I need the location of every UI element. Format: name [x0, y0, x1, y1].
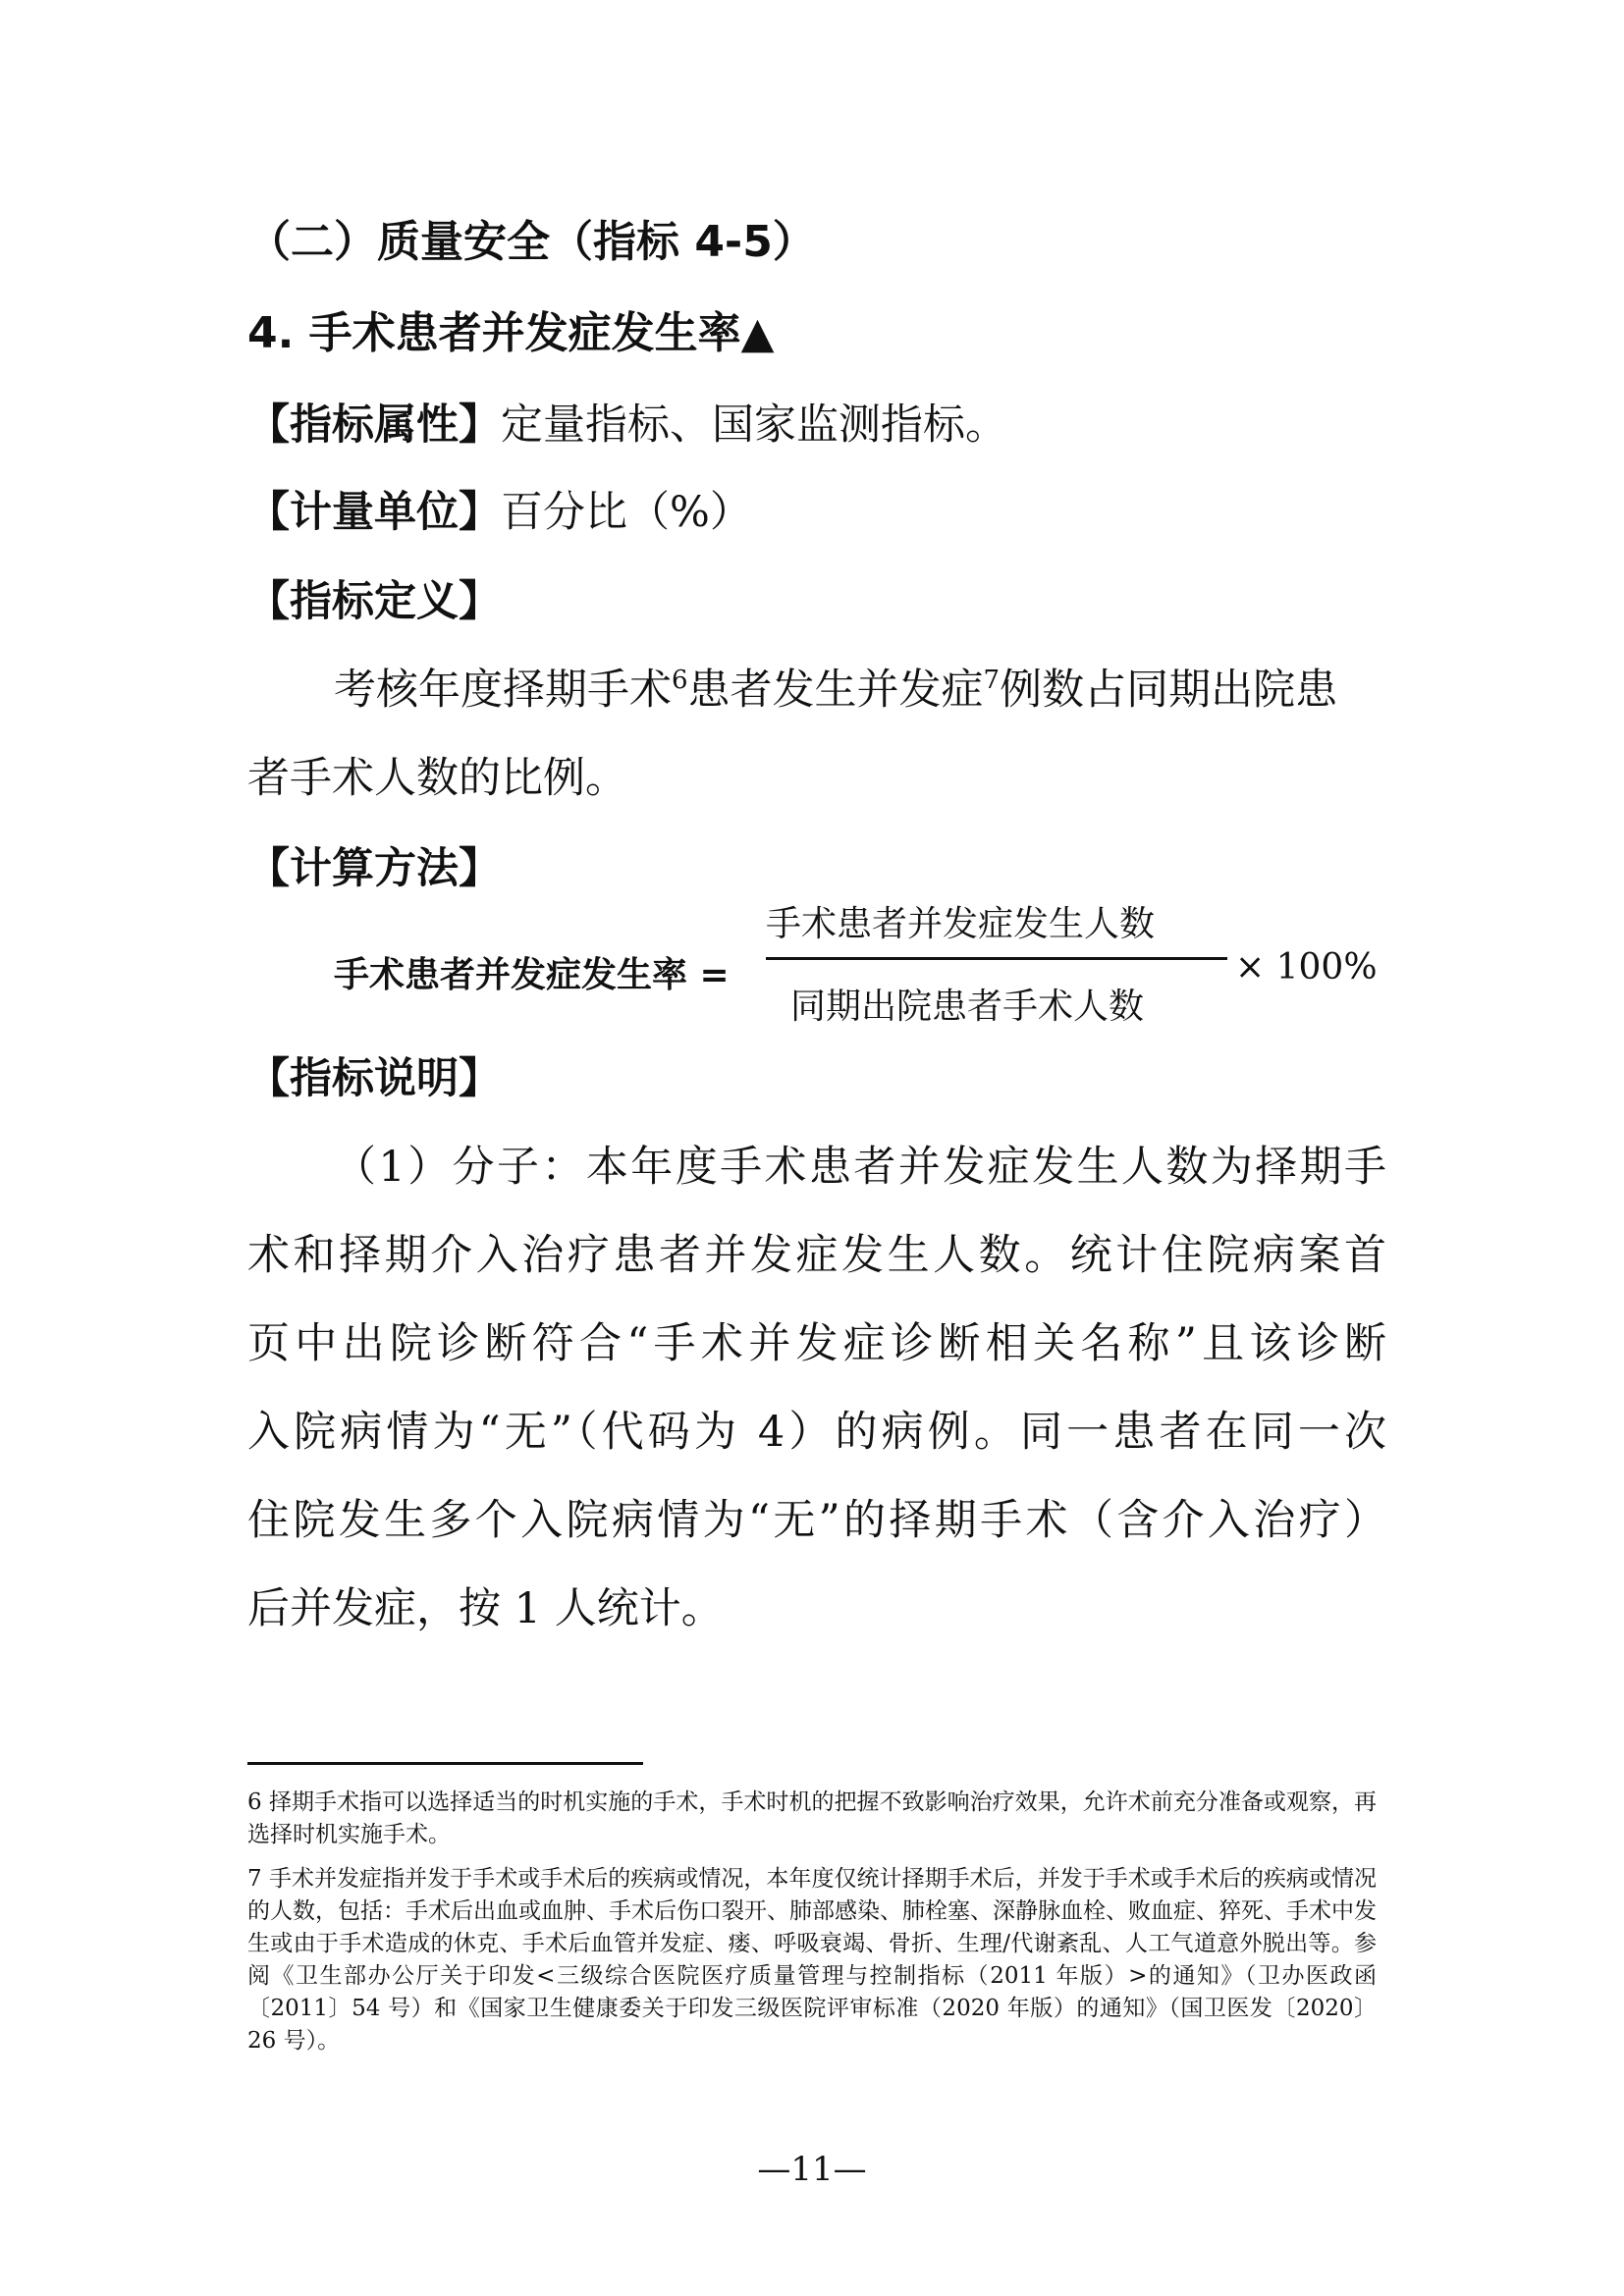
- definition-line-1: [334, 666, 1338, 715]
- formula-rhs: × 100%: [1235, 947, 1378, 988]
- footnote-7: 7 手术并发症指并发于手术或手术后的疾病或情况，本年度仅统计择期手术后，并发于手术或手术后的疾病或情况的人数，包括：手术后出血或血肿、手术后伤口裂开、肺部感染、肺栓塞、深静脉血栓、败血症、猝死、手术中发生或由于手术造成的休克、手术后血管并发症、瘘、呼吸衰竭、骨折、生理/代谢紊乱、人工气道意外脱出等。参阅《卫生部办公厅关于印发<三级综合医院医疗质量管理与控制指标（2011 年版）>的通知》（卫办医政函〔2011〕54 号）和《国家卫生健康委关于印发三级医院评审标准（2020 年版）的通知》（国卫医发〔2020〕26 号）。: [247, 1866, 1377, 2054]
- footnote-6: 6 择期手术指可以选择适当的时机实施的手术，手术时机的把握不致影响治疗效果，允许术前充分准备或观察，再选择时机实施手术。: [247, 1789, 1377, 1847]
- definition-text-a: 考核年度择期手术: [334, 666, 672, 715]
- section-heading: （二）质量安全（指标 4-5）: [247, 217, 816, 267]
- explanation-line-1: （1）分子：本年度手术患者并发症发生人数为择期手: [334, 1143, 1386, 1192]
- definition-text-b: 患者发生并发症: [687, 666, 984, 715]
- formula-numerator: 手术患者并发症发生人数: [766, 904, 1156, 944]
- unit-value: 百分比（%）: [501, 488, 752, 537]
- indicator-title: 4. 手术患者并发症发生率▲: [247, 308, 775, 358]
- definition-label: 【指标定义】: [247, 577, 501, 626]
- footnote-ref-6[interactable]: 6: [672, 666, 688, 695]
- explanation-line-3: 页中出院诊断符合“手术并发症诊断相关名称”且该诊断: [247, 1319, 1386, 1368]
- definition-line-2: 者手术人数的比例。: [247, 754, 627, 803]
- explanation-line-6: 后并发症，按 1 人统计。: [247, 1584, 724, 1633]
- explanation-label: 【指标说明】: [247, 1054, 501, 1103]
- attribute-label: 【指标属性】: [247, 400, 501, 450]
- formula-denominator: 同期出院患者手术人数: [790, 987, 1145, 1027]
- unit-row: [247, 488, 752, 537]
- explanation-line-5: 住院发生多个入院病情为“无”的择期手术（含介入治疗）: [247, 1496, 1386, 1545]
- calculation-label: 【计算方法】: [247, 844, 501, 893]
- definition-text-c: 例数占同期出院患: [1000, 666, 1338, 715]
- fraction-bar: [766, 957, 1227, 960]
- attribute-row: [247, 400, 1007, 450]
- attribute-value: 定量指标、国家监测指标。: [501, 400, 1007, 450]
- page-number: —11—: [757, 2150, 867, 2189]
- footnote-ref-7[interactable]: 7: [983, 666, 1001, 695]
- explanation-line-4: 入院病情为“无”（代码为 4）的病例。同一患者在同一次: [247, 1408, 1386, 1457]
- footnote-separator: [247, 1762, 643, 1765]
- formula-lhs: 手术患者并发症发生率 =: [334, 955, 730, 995]
- explanation-line-2: 术和择期介入治疗患者并发症发生人数。统计住院病案首: [247, 1231, 1386, 1280]
- unit-label: 【计量单位】: [247, 488, 501, 537]
- formula: [334, 888, 1378, 1036]
